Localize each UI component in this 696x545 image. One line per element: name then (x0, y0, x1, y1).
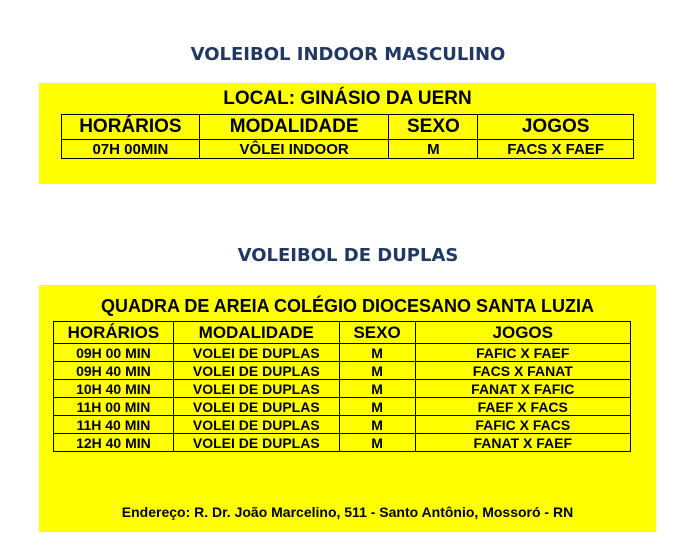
cell-jogos: FACS X FAEF (478, 140, 634, 159)
indoor-schedule-table (61, 114, 634, 159)
header-jogos: JOGOS (478, 115, 634, 140)
table-row (54, 380, 631, 398)
indoor-location: LOCAL: GINÁSIO DA UERN (223, 88, 472, 109)
cell-sexo: M (339, 416, 415, 434)
table-header-row (54, 322, 631, 344)
section-title-indoor: VOLEIBOL INDOOR MASCULINO (190, 44, 506, 65)
header-jogos: JOGOS (415, 322, 630, 344)
header-horarios: HORÁRIOS (62, 115, 200, 140)
cell-jogos: FACS X FANAT (415, 362, 630, 380)
cell-modalidade: VOLEI DE DUPLAS (173, 344, 339, 362)
header-horarios: HORÁRIOS (54, 322, 174, 344)
cell-sexo: M (339, 380, 415, 398)
cell-jogos: FAFIC X FACS (415, 416, 630, 434)
duplas-schedule-table (53, 321, 631, 452)
cell-modalidade: VOLEI DE DUPLAS (173, 434, 339, 452)
duplas-location: QUADRA DE AREIA COLÉGIO DIOCESANO SANTA LUZIA (100, 296, 594, 316)
cell-horario: 07H 00MIN (62, 140, 200, 159)
cell-jogos: FANAT X FAEF (415, 434, 630, 452)
table-row (54, 344, 631, 362)
cell-modalidade: VOLEI DE DUPLAS (173, 380, 339, 398)
header-modalidade: MODALIDADE (173, 322, 339, 344)
header-sexo: SEXO (339, 322, 415, 344)
cell-jogos: FAFIC X FAEF (415, 344, 630, 362)
section-title-duplas: VOLEIBOL DE DUPLAS (237, 245, 459, 266)
cell-horario: 09H 40 MIN (54, 362, 174, 380)
table-header-row (62, 115, 634, 140)
cell-sexo: M (339, 344, 415, 362)
cell-horario: 12H 40 MIN (54, 434, 174, 452)
header-sexo: SEXO (389, 115, 478, 140)
cell-sexo: M (339, 434, 415, 452)
cell-horario: 11H 00 MIN (54, 398, 174, 416)
cell-horario: 10H 40 MIN (54, 380, 174, 398)
cell-sexo: M (339, 362, 415, 380)
table-row (54, 398, 631, 416)
indoor-schedule-panel (39, 83, 656, 184)
cell-modalidade: VÔLEI INDOOR (199, 140, 389, 159)
table-row (54, 416, 631, 434)
cell-horario: 09H 00 MIN (54, 344, 174, 362)
cell-modalidade: VOLEI DE DUPLAS (173, 398, 339, 416)
cell-modalidade: VOLEI DE DUPLAS (173, 362, 339, 380)
cell-jogos: FANAT X FAFIC (415, 380, 630, 398)
cell-sexo: M (339, 398, 415, 416)
venue-address: Endereço: R. Dr. João Marcelino, 511 - Santo Antônio, Mossoró - RN (121, 504, 574, 520)
cell-horario: 11H 40 MIN (54, 416, 174, 434)
cell-jogos: FAEF X FACS (415, 398, 630, 416)
cell-modalidade: VOLEI DE DUPLAS (173, 416, 339, 434)
duplas-schedule-panel (39, 285, 656, 532)
table-row (54, 434, 631, 452)
cell-sexo: M (389, 140, 478, 159)
table-row (62, 140, 634, 159)
header-modalidade: MODALIDADE (199, 115, 389, 140)
table-row (54, 362, 631, 380)
